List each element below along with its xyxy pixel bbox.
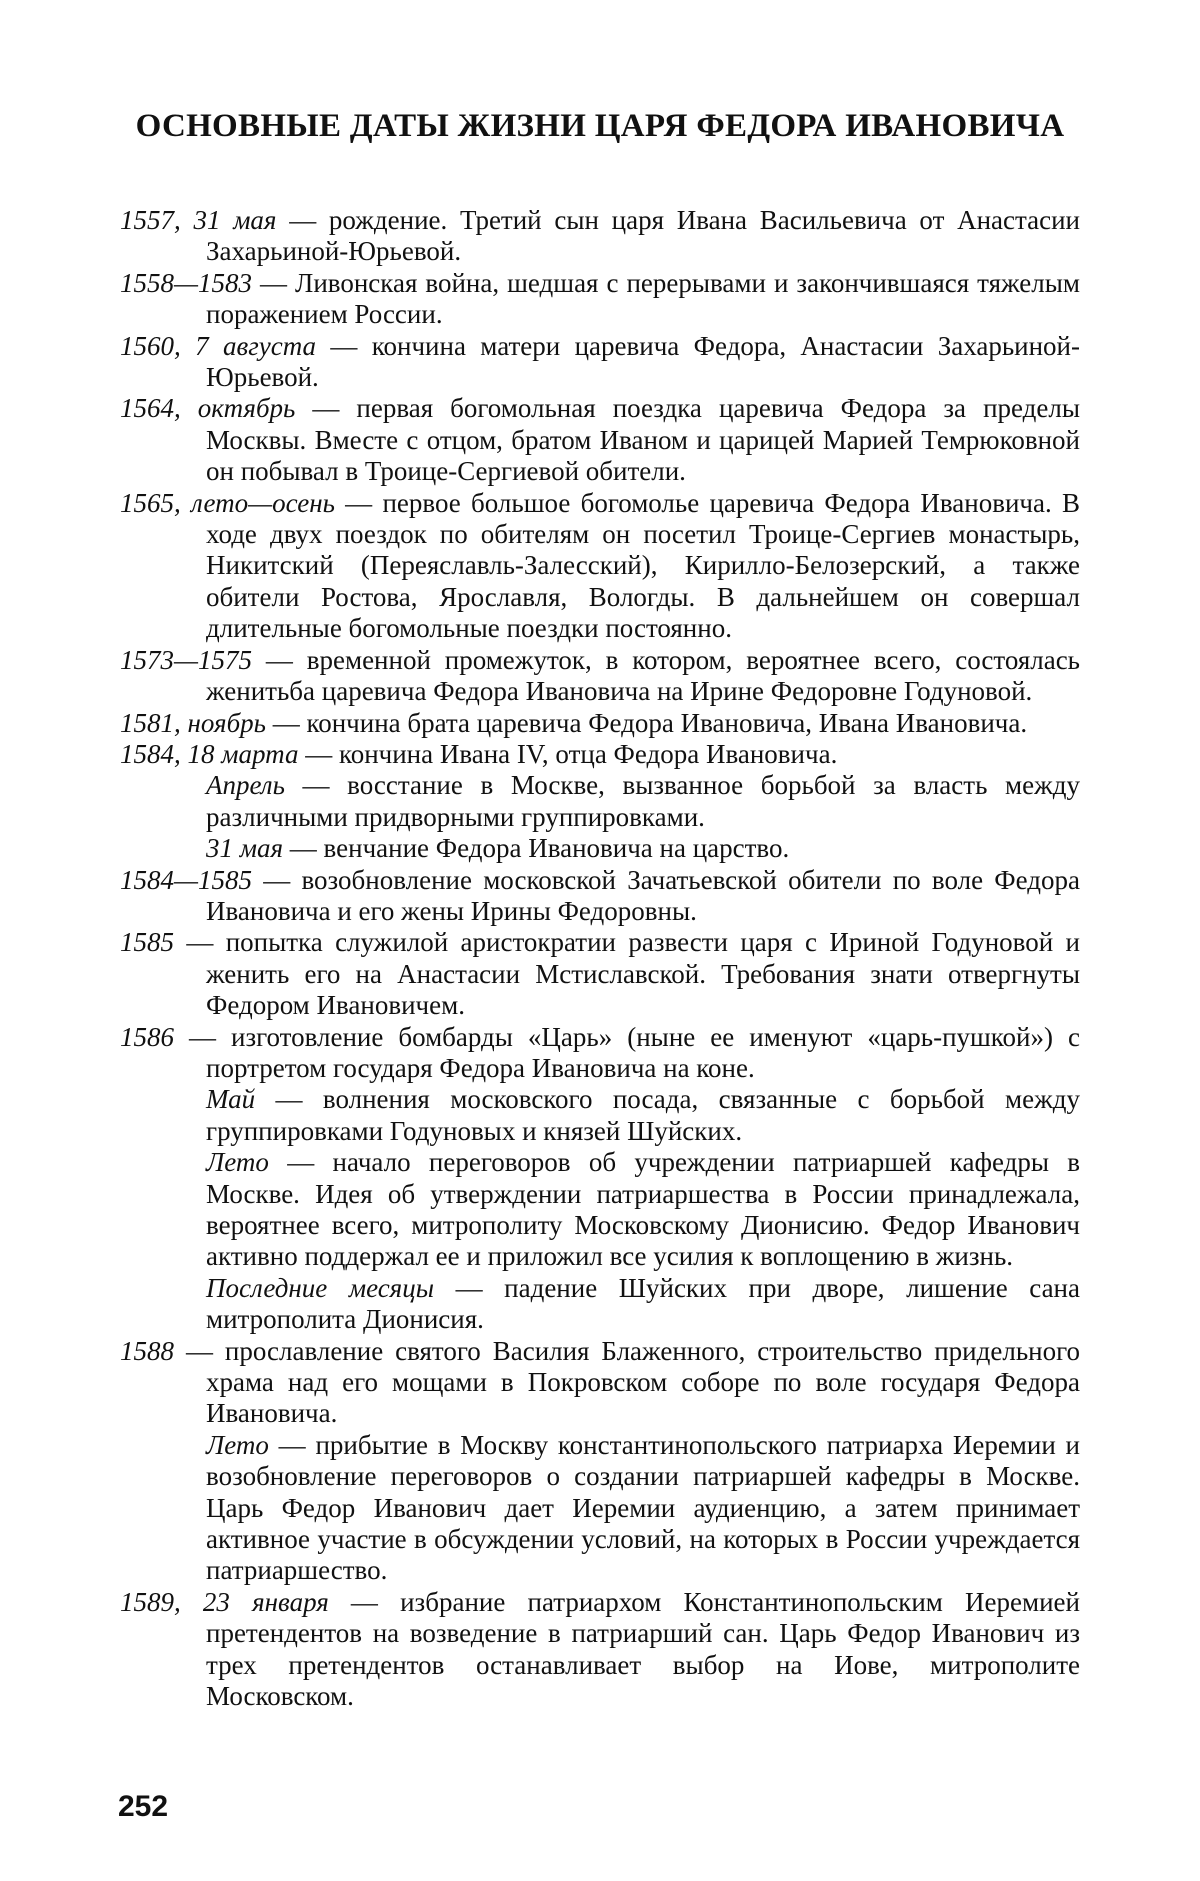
entry-date: Лето xyxy=(206,1429,269,1460)
entry-date: 1564, октябрь xyxy=(120,393,296,424)
entry-date: Май xyxy=(206,1084,256,1115)
entry-date: 1589, 23 января xyxy=(120,1586,329,1617)
entry-date: 1573—1575 xyxy=(120,644,253,675)
entry-text: — временной промежуток, в котором, вероятнее всего, состоялась женитьба царевича Федора Ивановича на Ирине Федоровне Годуновой. xyxy=(206,644,1080,707)
entry-date: 1557, 31 мая xyxy=(120,205,277,235)
chronology-entry xyxy=(120,927,1080,1021)
chronology-entry xyxy=(120,488,1080,645)
chronology-entry xyxy=(120,645,1080,708)
entry-text: — рождение. Третий сын царя Ивана Васильевича от Анастасии Захарьиной-Юрьевой. xyxy=(206,205,1080,267)
entry-date: 31 мая xyxy=(206,833,284,864)
chronology-entry xyxy=(120,865,1080,928)
entry-date: 1558—1583 xyxy=(120,267,253,298)
entry-text: — падение Шуйских при дворе, лишение сана митрополита Дионисия. xyxy=(206,1272,1080,1335)
chronology-entry xyxy=(120,393,1080,487)
entry-text: — возобновление московской Зачатьевской обители по воле Федора Ивановича и его жены Ирины Федоровны. xyxy=(206,864,1080,926)
entry-date: 1586 xyxy=(120,1021,174,1052)
chronology-entry xyxy=(120,268,1080,331)
entry-text: — венчание Федора Ивановича на царство. xyxy=(283,833,790,864)
entry-text: — волнения московского посада, связанные с борьбой между группировками Годуновых и князей Шуйских. xyxy=(206,1084,1080,1146)
page-title: ОСНОВНЫЕ ДАТЫ ЖИЗНИ ЦАРЯ ФЕДОРА ИВАНОВИЧА xyxy=(135,108,1065,144)
chronology-entry xyxy=(120,1587,1080,1713)
chronology-subentry xyxy=(120,833,1080,864)
entry-text: — попытка служилой аристократии развести царя с Ириной Годуновой и женить его на Анастасии Мстиславской. Требования знати отвергнуты Федором Ивановичем. xyxy=(174,927,1080,1021)
entry-text: — начало переговоров об учреждении патриаршей кафедры в Москве. Идея об утверждении патриаршества в России принадлежала, вероятнее всего, митрополиту Московскому Дионисию. Федор Иванович активно поддержал ее и приложил все усилия к воплощению в жизнь. xyxy=(206,1147,1080,1272)
chronology-subentry xyxy=(120,1273,1080,1336)
chronology-subentry xyxy=(120,1147,1080,1273)
entry-date: 1584, 18 марта xyxy=(120,738,299,769)
entry-date: Последние месяцы xyxy=(206,1272,435,1303)
entry-text: — изготовление бомбарды «Царь» (ныне ее именуют «царь-пушкой») с портретом государя Федора Ивановича на коне. xyxy=(174,1021,1080,1083)
entry-text: — кончина матери царевича Федора, Анастасии Захарьиной-Юрьевой. xyxy=(206,330,1080,393)
entry-date: Лето xyxy=(206,1147,269,1178)
entry-date: 1585 xyxy=(120,927,174,958)
chronology-entry xyxy=(120,1022,1080,1085)
entry-date: 1565, лето—осень xyxy=(120,487,335,518)
chronology-entry xyxy=(120,205,1080,268)
entry-date: Апрель xyxy=(206,770,285,801)
entry-text: — первое большое богомолье царевича Федора Ивановича. В ходе двух поездок по обителям он посетил Троице-Сергиев монастырь, Никитский (Переяславль-Залесский), Кирилло-Белозерский, а также обители Ростова, Ярославля, Вологды. В дальнейшем он совершал длительные богомольные поездки постоянно. xyxy=(206,487,1080,644)
entry-date: 1584—1585 xyxy=(120,864,253,895)
page-number: 252 xyxy=(118,1790,169,1823)
entry-text: — прибытие в Москву константинопольского патриарха Иеремии и возобновление переговоров о создании патриаршей кафедры в Москве. Царь Федор Иванович дает Иеремии аудиенцию, а затем принимает активное участие в обсуждении условий, на которых в России учреждается патриаршество. xyxy=(206,1429,1080,1586)
entry-text: — избрание патриархом Константинопольским Иеремией претендентов на возведение в патриарший сан. Царь Федор Иванович из трех претендентов останавливает выбор на Иове, митрополите Московском. xyxy=(206,1586,1080,1712)
entry-date: 1581, ноябрь xyxy=(120,707,266,738)
entry-date: 1588 xyxy=(120,1335,174,1366)
entry-text: — прославление святого Василия Блаженного, строительство придельного храма над его мощами в Покровском соборе по воле государя Федора Ивановича. xyxy=(174,1335,1080,1429)
chronology-subentry xyxy=(120,770,1080,833)
entry-text: — первая богомольная поездка царевича Федора за пределы Москвы. Вместе с отцом, братом Иваном и царицей Марией Темрюковной он побывал в Троице-Сергиевой обители. xyxy=(206,393,1080,487)
chronology-entry xyxy=(120,739,1080,770)
chronology-subentry xyxy=(120,1084,1080,1147)
entry-text: — восстание в Москве, вызванное борьбой за власть между различными придворными группировками. xyxy=(206,770,1080,832)
entry-text: — Ливонская война, шедшая с перерывами и закончившаяся тяжелым поражением России. xyxy=(206,267,1080,330)
entry-text: — кончина Ивана IV, отца Федора Ивановича. xyxy=(298,738,838,769)
chronology-entry xyxy=(120,1336,1080,1430)
chronology-entry xyxy=(120,331,1080,394)
entry-text: — кончина брата царевича Федора Ивановича, Ивана Ивановича. xyxy=(265,707,1028,738)
chronology-entry xyxy=(120,708,1080,739)
entry-date: 1560, 7 августа xyxy=(120,330,317,361)
chronology-list xyxy=(120,205,1080,1713)
chronology-subentry xyxy=(120,1430,1080,1587)
